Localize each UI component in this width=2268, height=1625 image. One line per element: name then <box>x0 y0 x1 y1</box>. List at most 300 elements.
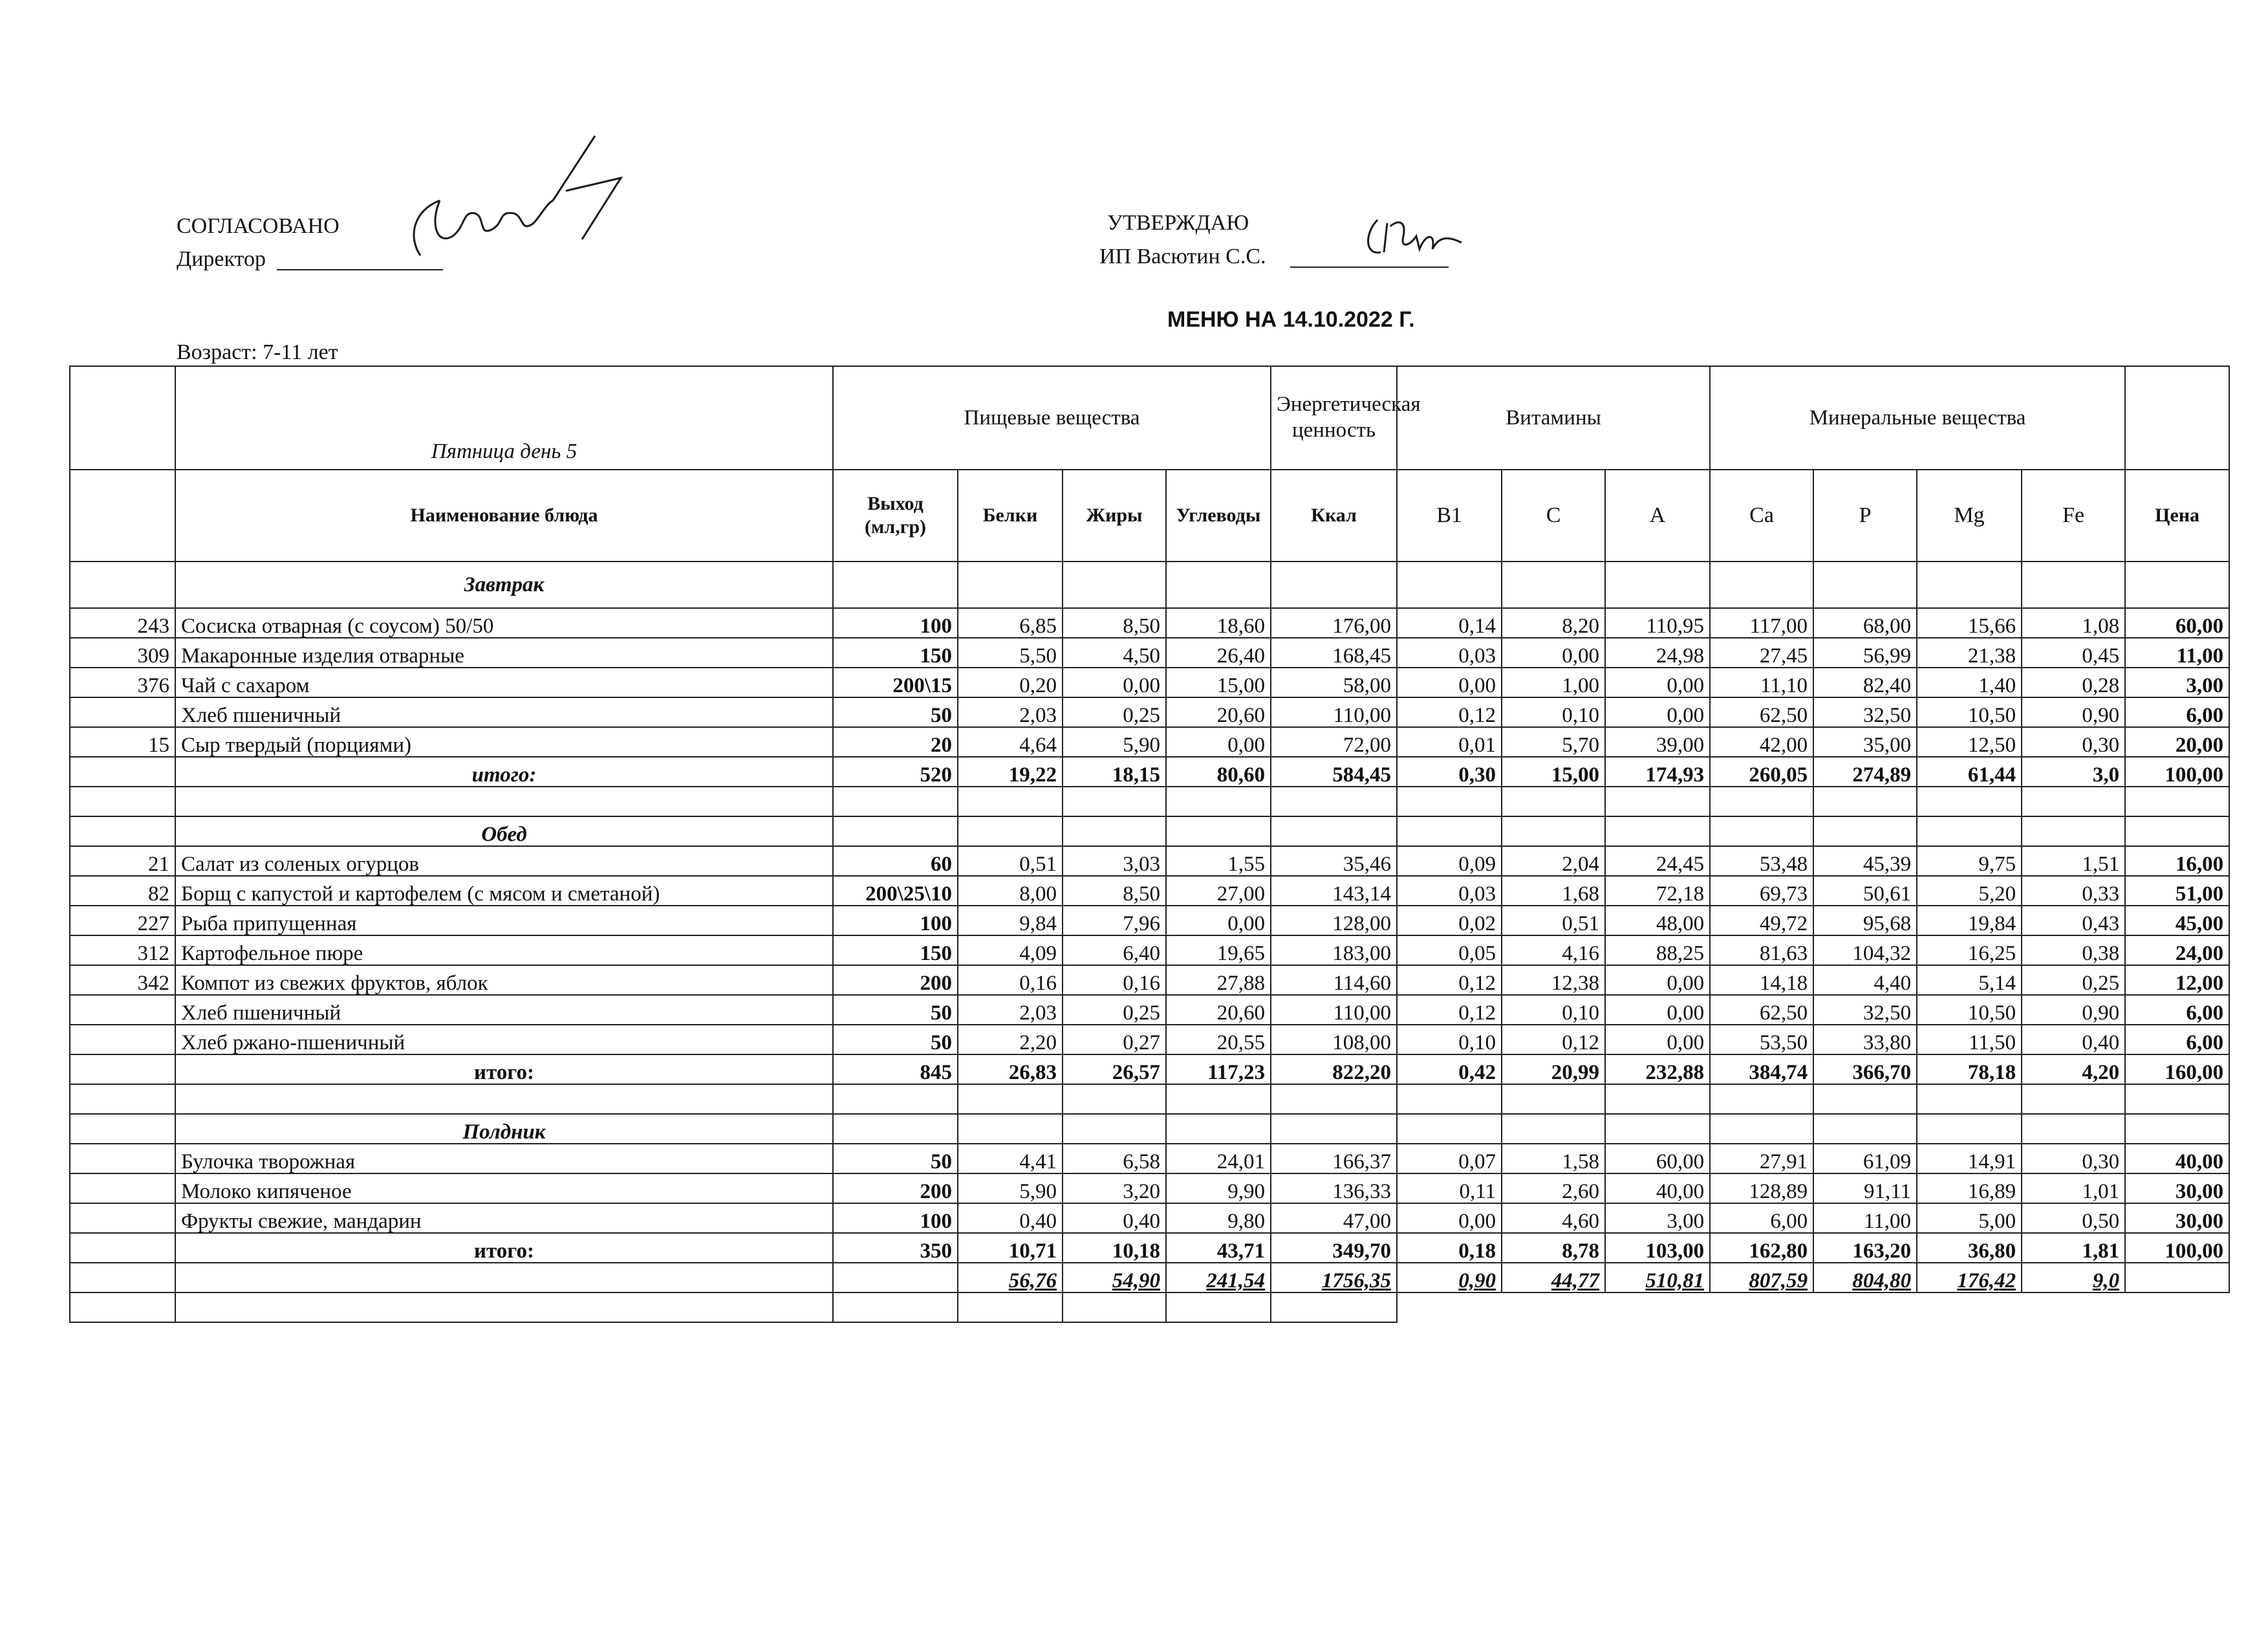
cell-value: 4,41 <box>958 1144 1063 1173</box>
cell-value: 100 <box>833 906 958 935</box>
cell-value: 60 <box>833 846 958 876</box>
table-row <box>70 876 2229 906</box>
cell-value: 0,05 <box>1397 935 1502 965</box>
table-row <box>70 1144 2229 1173</box>
section-title: Обед <box>175 816 833 846</box>
cell-value: 168,45 <box>1271 638 1397 668</box>
grand-total-value: 9,0 <box>2022 1263 2125 1292</box>
cell-value: 3,03 <box>1063 846 1166 876</box>
cell-value: 114,60 <box>1271 965 1397 995</box>
cell-value: 32,50 <box>1813 995 1917 1025</box>
cell-value: 0,16 <box>1063 965 1166 995</box>
approval-right-title: УТВЕРЖДАЮ <box>1107 211 1249 235</box>
cell-value: 10,50 <box>1917 995 2022 1025</box>
recipe-code <box>70 1203 175 1233</box>
cell-value: 14,18 <box>1710 965 1813 995</box>
cell-value: 110,00 <box>1271 995 1397 1025</box>
cell-value: 0,00 <box>1063 668 1166 697</box>
cell-value: 200\25\10 <box>833 876 958 906</box>
cell-value: 136,33 <box>1271 1173 1397 1203</box>
cell-value: 26,40 <box>1166 638 1271 668</box>
lunch-rows <box>70 846 2229 1054</box>
header-empty-price <box>2125 366 2229 470</box>
day-label: Пятница день 5 <box>175 366 833 470</box>
cell-value: 49,72 <box>1710 906 1813 935</box>
table-row <box>70 608 2229 638</box>
cell-value: 128,00 <box>1271 906 1397 935</box>
cell-value: 24,01 <box>1166 1144 1271 1173</box>
recipe-code: 243 <box>70 608 175 638</box>
cell-value: 1,00 <box>1502 668 1605 697</box>
approval-right-role: ИП Васютин С.С. <box>1099 245 1266 268</box>
cell-value: 0,90 <box>2022 697 2125 727</box>
grand-total-value: 54,90 <box>1063 1263 1166 1292</box>
cell-value: 5,50 <box>958 638 1063 668</box>
dish-name: Фрукты свежие, мандарин <box>175 1203 833 1233</box>
table-row <box>70 668 2229 697</box>
cell-value: 1,55 <box>1166 846 1271 876</box>
recipe-code: 82 <box>70 876 175 906</box>
cell-value: 56,99 <box>1813 638 1917 668</box>
cell-value: 50 <box>833 995 958 1025</box>
cell-value: 5,20 <box>1917 876 2022 906</box>
dish-name: Картофельное пюре <box>175 935 833 965</box>
cell-value: 0,00 <box>1166 906 1271 935</box>
dish-name: Борщ с капустой и картофелем (с мясом и сметаной) <box>175 876 833 906</box>
cell-value: 0,25 <box>1063 995 1166 1025</box>
header-row-columns <box>70 470 2229 562</box>
total-row-lunch <box>70 1054 2229 1084</box>
snack-rows <box>70 1144 2229 1233</box>
empty-last-row <box>70 1292 2229 1322</box>
total-value: 232,88 <box>1605 1054 1710 1084</box>
cell-value: 88,25 <box>1605 935 1710 965</box>
cell-value: 1,01 <box>2022 1173 2125 1203</box>
cell-value: 0,00 <box>1502 638 1605 668</box>
cell-value: 24,45 <box>1605 846 1710 876</box>
total-value: 80,60 <box>1166 757 1271 787</box>
grand-total-value: 176,42 <box>1917 1263 2022 1292</box>
total-value: 520 <box>833 757 958 787</box>
cell-value: 0,11 <box>1397 1173 1502 1203</box>
cell-value: 8,50 <box>1063 608 1166 638</box>
total-value: 3,0 <box>2022 757 2125 787</box>
cell-value: 20,00 <box>2125 727 2229 757</box>
cell-value: 53,48 <box>1710 846 1813 876</box>
cell-value: 110,00 <box>1271 697 1397 727</box>
cell-value: 0,90 <box>2022 995 2125 1025</box>
recipe-code: 21 <box>70 846 175 876</box>
cell-value: 0,00 <box>1397 668 1502 697</box>
cell-value: 12,38 <box>1502 965 1605 995</box>
cell-value: 40,00 <box>2125 1144 2229 1173</box>
group-minerals: Минеральные вещества <box>1710 366 2125 470</box>
table-row <box>70 906 2229 935</box>
total-value: 366,70 <box>1813 1054 1917 1084</box>
cell-value: 11,10 <box>1710 668 1813 697</box>
cell-value: 50 <box>833 1144 958 1173</box>
col-kcal: Ккал <box>1271 470 1397 562</box>
grand-total-value: 241,54 <box>1166 1263 1271 1292</box>
group-energy: Энергетическая ценность <box>1271 366 1397 470</box>
cell-value: 4,09 <box>958 935 1063 965</box>
section-title: Завтрак <box>175 562 833 608</box>
total-value: 163,20 <box>1813 1233 1917 1263</box>
cell-value: 1,40 <box>1917 668 2022 697</box>
cell-value: 0,38 <box>2022 935 2125 965</box>
cell-value: 27,88 <box>1166 965 1271 995</box>
cell-value: 16,00 <box>2125 846 2229 876</box>
total-value: 822,20 <box>1271 1054 1397 1084</box>
cell-value: 2,03 <box>958 995 1063 1025</box>
cell-value: 200 <box>833 1173 958 1203</box>
cell-value: 42,00 <box>1710 727 1813 757</box>
cell-value: 40,00 <box>1605 1173 1710 1203</box>
cell-value: 0,43 <box>2022 906 2125 935</box>
cell-value: 91,11 <box>1813 1173 1917 1203</box>
cell-value: 16,89 <box>1917 1173 2022 1203</box>
cell-value: 0,10 <box>1502 995 1605 1025</box>
cell-value: 2,20 <box>958 1025 1063 1054</box>
grand-total-value: 56,76 <box>958 1263 1063 1292</box>
dish-name: Макаронные изделия отварные <box>175 638 833 668</box>
cell-value: 12,00 <box>2125 965 2229 995</box>
total-value: 10,71 <box>958 1233 1063 1263</box>
cell-value: 11,50 <box>1917 1025 2022 1054</box>
cell-value: 68,00 <box>1813 608 1917 638</box>
cell-value: 0,10 <box>1502 697 1605 727</box>
cell-value: 20,55 <box>1166 1025 1271 1054</box>
cell-value: 33,80 <box>1813 1025 1917 1054</box>
cell-value: 0,28 <box>2022 668 2125 697</box>
total-value: 845 <box>833 1054 958 1084</box>
cell-value: 183,00 <box>1271 935 1397 965</box>
table-row <box>70 935 2229 965</box>
cell-value: 95,68 <box>1813 906 1917 935</box>
cell-value: 0,51 <box>958 846 1063 876</box>
cell-value: 1,51 <box>2022 846 2125 876</box>
signature-left <box>401 126 627 268</box>
cell-value: 9,80 <box>1166 1203 1271 1233</box>
dish-name: Рыба припущенная <box>175 906 833 935</box>
dish-name: Чай с сахаром <box>175 668 833 697</box>
cell-value: 20,60 <box>1166 995 1271 1025</box>
cell-value: 0,20 <box>958 668 1063 697</box>
cell-value: 4,40 <box>1813 965 1917 995</box>
header-empty-code <box>70 366 175 470</box>
header-row-groups <box>70 366 2229 470</box>
col-p: P <box>1813 470 1917 562</box>
col-b1: B1 <box>1397 470 1502 562</box>
total-value: 100,00 <box>2125 757 2229 787</box>
table-row <box>70 1025 2229 1054</box>
cell-value: 69,73 <box>1710 876 1813 906</box>
total-label: итого: <box>175 757 833 787</box>
dish-name: Хлеб пшеничный <box>175 995 833 1025</box>
total-value: 36,80 <box>1917 1233 2022 1263</box>
total-value: 160,00 <box>2125 1054 2229 1084</box>
cell-value: 150 <box>833 935 958 965</box>
cell-value: 18,60 <box>1166 608 1271 638</box>
dish-name: Сыр твердый (порциями) <box>175 727 833 757</box>
table-row <box>70 1203 2229 1233</box>
col-price: Цена <box>2125 470 2229 562</box>
cell-value: 81,63 <box>1710 935 1813 965</box>
col-a: A <box>1605 470 1710 562</box>
cell-value: 0,12 <box>1397 965 1502 995</box>
cell-value: 6,85 <box>958 608 1063 638</box>
dish-name: Хлеб пшеничный <box>175 697 833 727</box>
col-protein: Белки <box>958 470 1063 562</box>
cell-value: 0,30 <box>2022 727 2125 757</box>
cell-value: 35,46 <box>1271 846 1397 876</box>
approval-left-title: СОГЛАСОВАНО <box>177 214 340 238</box>
recipe-code: 312 <box>70 935 175 965</box>
group-nutrients: Пищевые вещества <box>833 366 1271 470</box>
total-value: 1,81 <box>2022 1233 2125 1263</box>
total-value: 19,22 <box>958 757 1063 787</box>
cell-value: 100 <box>833 1203 958 1233</box>
table-row <box>70 697 2229 727</box>
cell-value: 27,91 <box>1710 1144 1813 1173</box>
page-title: МЕНЮ НА 14.10.2022 Г. <box>1167 307 1415 332</box>
cell-value: 0,45 <box>2022 638 2125 668</box>
cell-value: 0,10 <box>1397 1025 1502 1054</box>
dish-name: Хлеб ржано-пшеничный <box>175 1025 833 1054</box>
cell-value: 100 <box>833 608 958 638</box>
grand-total-value: 1756,35 <box>1271 1263 1397 1292</box>
recipe-code <box>70 1144 175 1173</box>
total-value: 350 <box>833 1233 958 1263</box>
cell-value: 6,00 <box>2125 697 2229 727</box>
total-label: итого: <box>175 1054 833 1084</box>
cell-value: 72,00 <box>1271 727 1397 757</box>
col-carbs: Углеводы <box>1166 470 1271 562</box>
cell-value: 7,96 <box>1063 906 1166 935</box>
table-row <box>70 846 2229 876</box>
cell-value: 0,00 <box>1397 1203 1502 1233</box>
cell-value: 8,20 <box>1502 608 1605 638</box>
cell-value: 2,60 <box>1502 1173 1605 1203</box>
recipe-code <box>70 697 175 727</box>
cell-value: 0,51 <box>1502 906 1605 935</box>
total-row-snack <box>70 1233 2229 1263</box>
approval-left-role: Директор <box>177 247 266 271</box>
total-value: 8,78 <box>1502 1233 1605 1263</box>
cell-value: 4,60 <box>1502 1203 1605 1233</box>
grand-total-value: 510,81 <box>1605 1263 1710 1292</box>
cell-value: 30,00 <box>2125 1173 2229 1203</box>
cell-value: 0,27 <box>1063 1025 1166 1054</box>
menu-table <box>69 365 2230 1323</box>
cell-value: 166,37 <box>1271 1144 1397 1173</box>
total-row-breakfast <box>70 757 2229 787</box>
cell-value: 0,00 <box>1605 1025 1710 1054</box>
cell-value: 72,18 <box>1605 876 1710 906</box>
cell-value: 0,12 <box>1397 697 1502 727</box>
cell-value: 50 <box>833 697 958 727</box>
col-fe: Fe <box>2022 470 2125 562</box>
cell-value: 5,90 <box>958 1173 1063 1203</box>
total-value: 384,74 <box>1710 1054 1813 1084</box>
cell-value: 200\15 <box>833 668 958 697</box>
cell-value: 0,00 <box>1166 727 1271 757</box>
cell-value: 0,16 <box>958 965 1063 995</box>
grand-total-value: 0,90 <box>1397 1263 1502 1292</box>
cell-value: 3,00 <box>1605 1203 1710 1233</box>
col-yield: Выход (мл,гр) <box>833 470 958 562</box>
cell-value: 108,00 <box>1271 1025 1397 1054</box>
cell-value: 50 <box>833 1025 958 1054</box>
total-value: 26,83 <box>958 1054 1063 1084</box>
dish-name: Салат из соленых огурцов <box>175 846 833 876</box>
cell-value: 9,75 <box>1917 846 2022 876</box>
cell-value: 11,00 <box>2125 638 2229 668</box>
total-value: 0,30 <box>1397 757 1502 787</box>
col-ca: Ca <box>1710 470 1813 562</box>
cell-value: 51,00 <box>2125 876 2229 906</box>
recipe-code: 342 <box>70 965 175 995</box>
table-row <box>70 727 2229 757</box>
cell-value: 82,40 <box>1813 668 1917 697</box>
total-value: 0,42 <box>1397 1054 1502 1084</box>
cell-value: 24,98 <box>1605 638 1710 668</box>
cell-value: 27,45 <box>1710 638 1813 668</box>
cell-value: 200 <box>833 965 958 995</box>
cell-value: 0,25 <box>2022 965 2125 995</box>
cell-value: 3,00 <box>2125 668 2229 697</box>
total-value: 162,80 <box>1710 1233 1813 1263</box>
cell-value: 58,00 <box>1271 668 1397 697</box>
cell-value: 0,00 <box>1605 668 1710 697</box>
cell-value: 143,14 <box>1271 876 1397 906</box>
cell-value: 21,38 <box>1917 638 2022 668</box>
section-title: Полдник <box>175 1114 833 1144</box>
grand-total-value: 807,59 <box>1710 1263 1813 1292</box>
recipe-code: 309 <box>70 638 175 668</box>
cell-value: 14,91 <box>1917 1144 2022 1173</box>
recipe-code: 227 <box>70 906 175 935</box>
col-mg: Mg <box>1917 470 2022 562</box>
cell-value: 2,03 <box>958 697 1063 727</box>
total-value: 260,05 <box>1710 757 1813 787</box>
table-row <box>70 965 2229 995</box>
total-label: итого: <box>175 1233 833 1263</box>
total-value: 43,71 <box>1166 1233 1271 1263</box>
total-value: 274,89 <box>1813 757 1917 787</box>
cell-value: 15,00 <box>1166 668 1271 697</box>
signature-line-right <box>1290 267 1449 268</box>
section-row-breakfast <box>70 562 2229 608</box>
cell-value: 1,68 <box>1502 876 1605 906</box>
cell-value: 0,12 <box>1502 1025 1605 1054</box>
total-value: 174,93 <box>1605 757 1710 787</box>
cell-value: 150 <box>833 638 958 668</box>
total-value: 20,99 <box>1502 1054 1605 1084</box>
cell-value: 5,14 <box>1917 965 2022 995</box>
total-value: 584,45 <box>1271 757 1397 787</box>
cell-value: 19,65 <box>1166 935 1271 965</box>
cell-value: 4,64 <box>958 727 1063 757</box>
grand-total-value: 44,77 <box>1502 1263 1605 1292</box>
total-value: 100,00 <box>2125 1233 2229 1263</box>
total-value: 10,18 <box>1063 1233 1166 1263</box>
cell-value: 0,07 <box>1397 1144 1502 1173</box>
cell-value: 0,14 <box>1397 608 1502 638</box>
age-label: Возраст: 7-11 лет <box>177 340 338 364</box>
signature-line-left <box>277 269 443 270</box>
cell-value: 0,40 <box>2022 1025 2125 1054</box>
col-name: Наименование блюда <box>175 470 833 562</box>
cell-value: 4,50 <box>1063 638 1166 668</box>
dish-name: Молоко кипяченое <box>175 1173 833 1203</box>
cell-value: 5,90 <box>1063 727 1166 757</box>
cell-value: 117,00 <box>1710 608 1813 638</box>
cell-value: 0,01 <box>1397 727 1502 757</box>
cell-value: 60,00 <box>1605 1144 1710 1173</box>
cell-value: 110,95 <box>1605 608 1710 638</box>
total-value: 61,44 <box>1917 757 2022 787</box>
spacer-row <box>70 787 2229 816</box>
cell-value: 0,03 <box>1397 876 1502 906</box>
cell-value: 0,09 <box>1397 846 1502 876</box>
cell-value: 11,00 <box>1813 1203 1917 1233</box>
total-value: 103,00 <box>1605 1233 1710 1263</box>
cell-value: 9,90 <box>1166 1173 1271 1203</box>
cell-value: 47,00 <box>1271 1203 1397 1233</box>
dish-name: Булочка творожная <box>175 1144 833 1173</box>
spacer-row <box>70 1084 2229 1114</box>
cell-value: 27,00 <box>1166 876 1271 906</box>
grand-total-value: 804,80 <box>1813 1263 1917 1292</box>
cell-value: 6,40 <box>1063 935 1166 965</box>
cell-value: 1,58 <box>1502 1144 1605 1173</box>
cell-value: 24,00 <box>2125 935 2229 965</box>
cell-value: 0,40 <box>958 1203 1063 1233</box>
col-fat: Жиры <box>1063 470 1166 562</box>
total-value: 4,20 <box>2022 1054 2125 1084</box>
cell-value: 20,60 <box>1166 697 1271 727</box>
cell-value: 6,58 <box>1063 1144 1166 1173</box>
cell-value: 0,03 <box>1397 638 1502 668</box>
recipe-code <box>70 995 175 1025</box>
cell-value: 12,50 <box>1917 727 2022 757</box>
recipe-code: 376 <box>70 668 175 697</box>
cell-value: 0,00 <box>1605 995 1710 1025</box>
cell-value: 19,84 <box>1917 906 2022 935</box>
cell-value: 128,89 <box>1710 1173 1813 1203</box>
cell-value: 10,50 <box>1917 697 2022 727</box>
cell-value: 62,50 <box>1710 697 1813 727</box>
cell-value: 4,16 <box>1502 935 1605 965</box>
cell-value: 48,00 <box>1605 906 1710 935</box>
table-row <box>70 1173 2229 1203</box>
total-value: 18,15 <box>1063 757 1166 787</box>
section-row-snack <box>70 1114 2229 1144</box>
dish-name: Компот из свежих фруктов, яблок <box>175 965 833 995</box>
cell-value: 50,61 <box>1813 876 1917 906</box>
total-value: 0,18 <box>1397 1233 1502 1263</box>
cell-value: 176,00 <box>1271 608 1397 638</box>
total-value: 78,18 <box>1917 1054 2022 1084</box>
cell-value: 0,00 <box>1605 965 1710 995</box>
total-value: 26,57 <box>1063 1054 1166 1084</box>
cell-value: 45,39 <box>1813 846 1917 876</box>
table-row <box>70 638 2229 668</box>
recipe-code <box>70 1025 175 1054</box>
cell-value: 5,70 <box>1502 727 1605 757</box>
cell-value: 8,00 <box>958 876 1063 906</box>
